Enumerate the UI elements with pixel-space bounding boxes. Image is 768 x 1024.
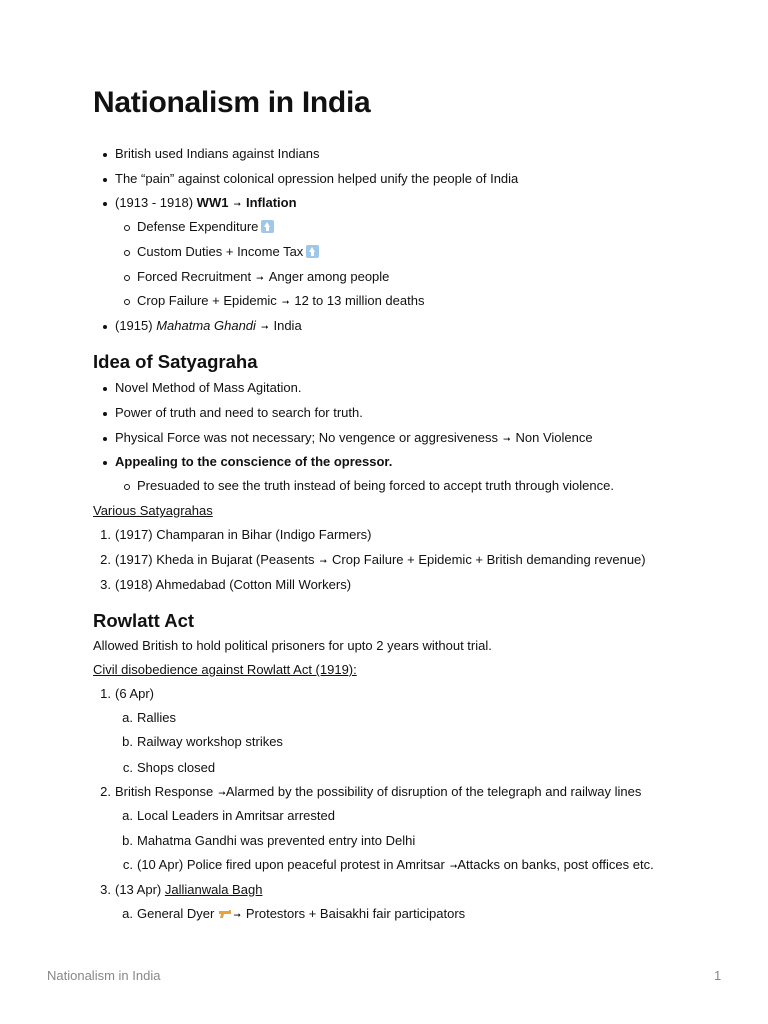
item-letter: c.	[122, 760, 133, 775]
date-range: (1913 - 1918)	[115, 195, 197, 210]
circle-marker	[124, 299, 130, 305]
bullet-marker	[103, 202, 107, 206]
footer-title: Nationalism in India	[47, 968, 161, 983]
defense-text: Defense Expenditure	[137, 219, 259, 234]
list-item-text: Mahatma Gandhi was prevented entry into Delhi	[137, 833, 416, 848]
text-part: Crop Failure + Epidemic + British demanding revenue)	[332, 552, 646, 567]
arrow-icon: ➞	[449, 861, 458, 871]
text-part: (1915)	[115, 318, 157, 333]
text-part: (10 Apr) Police fired upon peaceful protest in Amritsar	[137, 857, 445, 872]
gandhi-name: Mahatma Ghandi	[156, 318, 256, 333]
list-item-text	[115, 194, 297, 213]
ww1-label: WW1	[196, 195, 229, 210]
arrow-icon: ➞	[233, 199, 241, 209]
list-item-text	[137, 218, 274, 236]
up-arrow-icon	[306, 245, 319, 258]
bullet-marker	[103, 178, 107, 182]
list-item-text	[115, 551, 646, 570]
list-item-text: British used Indians against Indians	[115, 146, 320, 161]
arrow-icon: ➞	[260, 322, 269, 332]
item-number: 1.	[100, 686, 111, 701]
text-part: Alarmed by the possibility of disruption of the telegraph and railway lines	[225, 784, 642, 799]
text-part: 12 to 13 million deaths	[294, 293, 425, 308]
list-item-text: Power of truth and need to search for truth.	[115, 405, 363, 420]
text-part: India	[273, 318, 302, 333]
text-part: Physical Force was not necessary; No vengence or aggresiveness	[115, 430, 498, 445]
list-item-text: Local Leaders in Amritsar arrested	[137, 808, 335, 823]
item-number: 2.	[100, 552, 111, 567]
text-part: Anger among people	[268, 269, 390, 284]
item-letter: a.	[122, 808, 133, 823]
item-number: 3.	[100, 577, 111, 592]
text-part: Non Violence	[515, 430, 593, 445]
item-letter: a.	[122, 906, 133, 921]
arrow-icon: ➞	[502, 434, 511, 444]
arrow-icon: ➞	[281, 297, 290, 307]
rowlatt-description: Allowed British to hold political prisoners for upto 2 years without trial.	[93, 638, 492, 653]
section-heading-rowlatt: Rowlatt Act	[93, 610, 195, 631]
item-number: 2.	[100, 784, 111, 799]
list-item-text: (1918) Ahmedabad (Cotton Mill Workers)	[115, 577, 352, 592]
jallianwala-bagh-link[interactable]: Jallianwala Bagh	[164, 882, 263, 897]
list-item-text	[115, 429, 593, 448]
inflation-label: Inflation	[246, 195, 297, 210]
item-number: 3.	[100, 882, 111, 897]
item-letter: b.	[122, 734, 133, 749]
text-part: British Response	[115, 784, 214, 799]
text-part: Crop Failure + Epidemic	[137, 293, 277, 308]
text-part: Protestors + Baisakhi fair participators	[245, 906, 466, 921]
text-part: (13 Apr)	[115, 882, 165, 897]
bullet-marker	[103, 153, 107, 157]
bullet-marker	[103, 412, 107, 416]
circle-marker	[124, 275, 130, 281]
text-part: Attacks on banks, post offices etc.	[457, 857, 654, 872]
text-part: Forced Recruitment	[137, 269, 252, 284]
arrow-icon: ➞	[319, 556, 328, 566]
page-number: 1	[714, 968, 722, 983]
item-letter: b.	[122, 833, 133, 848]
list-item-text: Presuaded to see the truth instead of being forced to accept truth through violence.	[137, 478, 614, 493]
item-letter: c.	[122, 857, 133, 872]
list-item-text	[115, 881, 262, 899]
list-item-text	[115, 783, 641, 802]
list-item-text	[137, 243, 319, 261]
bullet-marker	[103, 461, 107, 465]
bullet-marker	[103, 437, 107, 441]
list-item-text	[137, 268, 389, 287]
text-part: General Dyer	[137, 906, 215, 921]
circle-marker	[124, 484, 130, 490]
item-letter: a.	[122, 710, 133, 725]
page-title: Nationalism in India	[93, 86, 371, 119]
circle-marker	[124, 225, 130, 231]
civil-disobedience-label: Civil disobedience against Rowlatt Act (1919):	[93, 662, 357, 677]
section-heading-satyagraha: Idea of Satyagraha	[93, 351, 258, 372]
arrow-icon: ➞	[233, 910, 241, 920]
list-item-text: Shops closed	[137, 760, 216, 775]
bullet-marker	[103, 325, 107, 329]
list-item-text	[137, 905, 465, 924]
list-item-text	[137, 856, 654, 875]
text-part: (1917) Kheda in Bujarat (Peasents	[115, 552, 315, 567]
list-item-text: Appealing to the conscience of the opressor.	[115, 454, 393, 469]
list-item-text: (6 Apr)	[115, 686, 155, 701]
list-item-text: (1917) Champaran in Bihar (Indigo Farmers)	[115, 527, 372, 542]
list-item-text	[115, 317, 302, 336]
up-arrow-icon	[261, 220, 274, 233]
list-item-text	[137, 292, 424, 311]
pistol-icon	[218, 910, 232, 919]
circle-marker	[124, 250, 130, 256]
duties-text: Custom Duties + Income Tax	[137, 244, 304, 259]
arrow-icon: ➞	[218, 788, 226, 798]
bullet-marker	[103, 387, 107, 391]
various-satyagrahas-label: Various Satyagrahas	[93, 503, 213, 518]
arrow-icon: ➞	[256, 273, 264, 283]
list-item-text: Railway workshop strikes	[137, 734, 283, 749]
list-item-text: Rallies	[137, 710, 177, 725]
list-item-text: Novel Method of Mass Agitation.	[115, 380, 302, 395]
item-number: 1.	[100, 527, 111, 542]
list-item-text: The “pain” against colonical opression helped unify the people of India	[115, 171, 519, 186]
